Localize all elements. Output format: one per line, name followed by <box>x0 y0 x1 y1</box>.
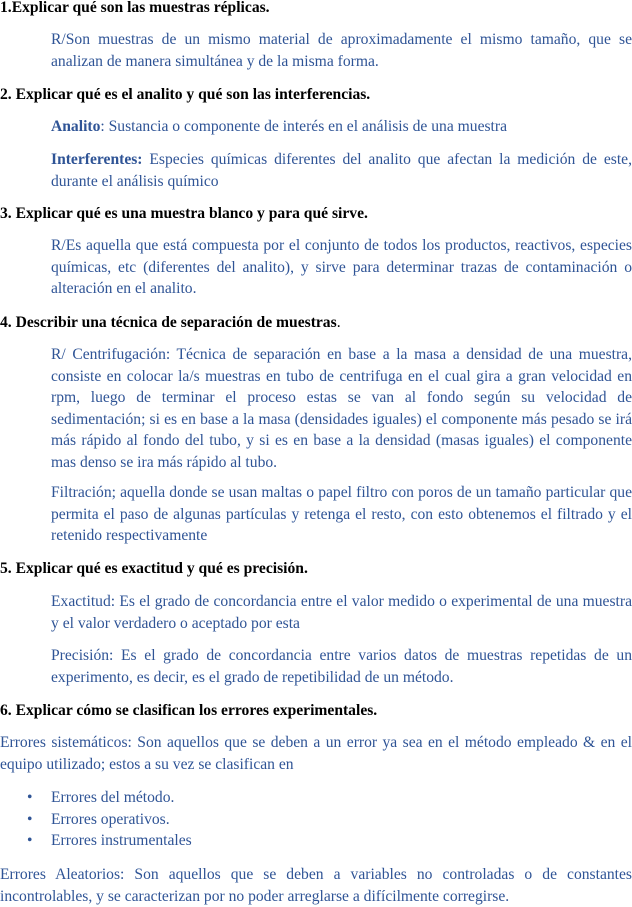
question-3-title: 3. Explicar qué es una muestra blanco y para qué sirve. <box>0 205 368 222</box>
answer-4-filtracion: Filtración; aquella donde se usan maltas o papel filtro con poros de un tamaño particular que permita el paso de algunas partículas y retenga el resto, con esto obtenemos el filtrado y el retenido respectivamente <box>51 484 632 545</box>
analito-text: : Sustancia o componente de interés en el análisis de una muestra <box>100 118 508 135</box>
interferentes-text: Especies químicas diferentes del analito que afectan la medición de este, durante el análisis químico <box>51 151 632 190</box>
bullet-icon: • <box>27 832 33 850</box>
question-4-title-end: . <box>336 314 341 331</box>
question-1-title: 1.Explicar qué son las muestras réplicas. <box>0 0 270 16</box>
list-item <box>0 830 632 852</box>
answer-2-interferentes <box>51 149 632 192</box>
errors-list <box>0 787 632 852</box>
list-item-text: Errores operativos. <box>51 810 170 828</box>
bullet-icon: • <box>27 789 33 806</box>
analito-label: Analito <box>51 118 101 135</box>
question-5-title: 5. Explicar qué es exactitud y qué es precisión. <box>0 560 308 577</box>
list-item <box>0 787 632 809</box>
question-6-title: 6. Explicar cómo se clasifican los errores experimentales. <box>0 702 378 719</box>
answer-6-aleatorios: Errores Aleatorios: Son aquellos que se deben a variables no controladas o de constantes incontrolables, y se caracterizan por no poder arreglarse a difícilmente corregirse. <box>0 866 632 905</box>
question-2-title: 2. Explicar qué es el analito y qué son las interferencias. <box>0 86 371 103</box>
answer-1: R/Son muestras de un mismo material de aproximadamente el mismo tamaño, que se analizan de manera simultánea y de la misma forma. <box>51 31 632 70</box>
question-4-title <box>0 312 341 334</box>
answer-5-exactitud: Exactitud: Es el grado de concordancia entre el valor medido o experimental de una muestra y el valor verdadero o aceptado por esta <box>51 593 632 632</box>
answer-3: R/Es aquella que está compuesta por el conjunto de todos los productos, reactivos, especies químicas, etc (diferentes del analito), y sirve para determinar trazas de contaminación o alteración en el analito. <box>51 237 632 298</box>
answer-6-sistematicos: Errores sistemáticos: Son aquellos que se deben a un error ya sea en el método empleado & en el equipo utilizado; estos a su vez se clasifican en <box>0 734 632 773</box>
answer-2-analito <box>51 116 632 138</box>
list-item <box>0 809 632 831</box>
answer-4-centrifugacion: R/ Centrifugación: Técnica de separación en base a la masa a densidad de una muestra, consiste en colocar la/s muestras en tubo de centrifuga en el cual gira a gran velocidad en rpm, luego de terminar el proceso estas se van al fondo según su velocidad de sedimentación; si es en base a la masa (densidades iguales) el componente más pesado se irá más rápido al fondo del tubo, y si es en base a la densidad (masas iguales) el componente mas denso se ira más rápido al tubo. <box>51 346 632 471</box>
bullet-icon: • <box>27 810 33 828</box>
list-item-text: Errores del método. <box>51 789 175 806</box>
list-item-text: Errores instrumentales <box>51 832 192 850</box>
answer-5-precision: Precisión: Es el grado de concordancia entre varios datos de muestras repetidas de un experimento, es decir, es el grado de repetibilidad de un método. <box>51 647 632 686</box>
interferentes-label: Interferentes: <box>51 151 143 168</box>
question-4-title-text: 4. Describir una técnica de separación de muestras <box>0 314 337 331</box>
